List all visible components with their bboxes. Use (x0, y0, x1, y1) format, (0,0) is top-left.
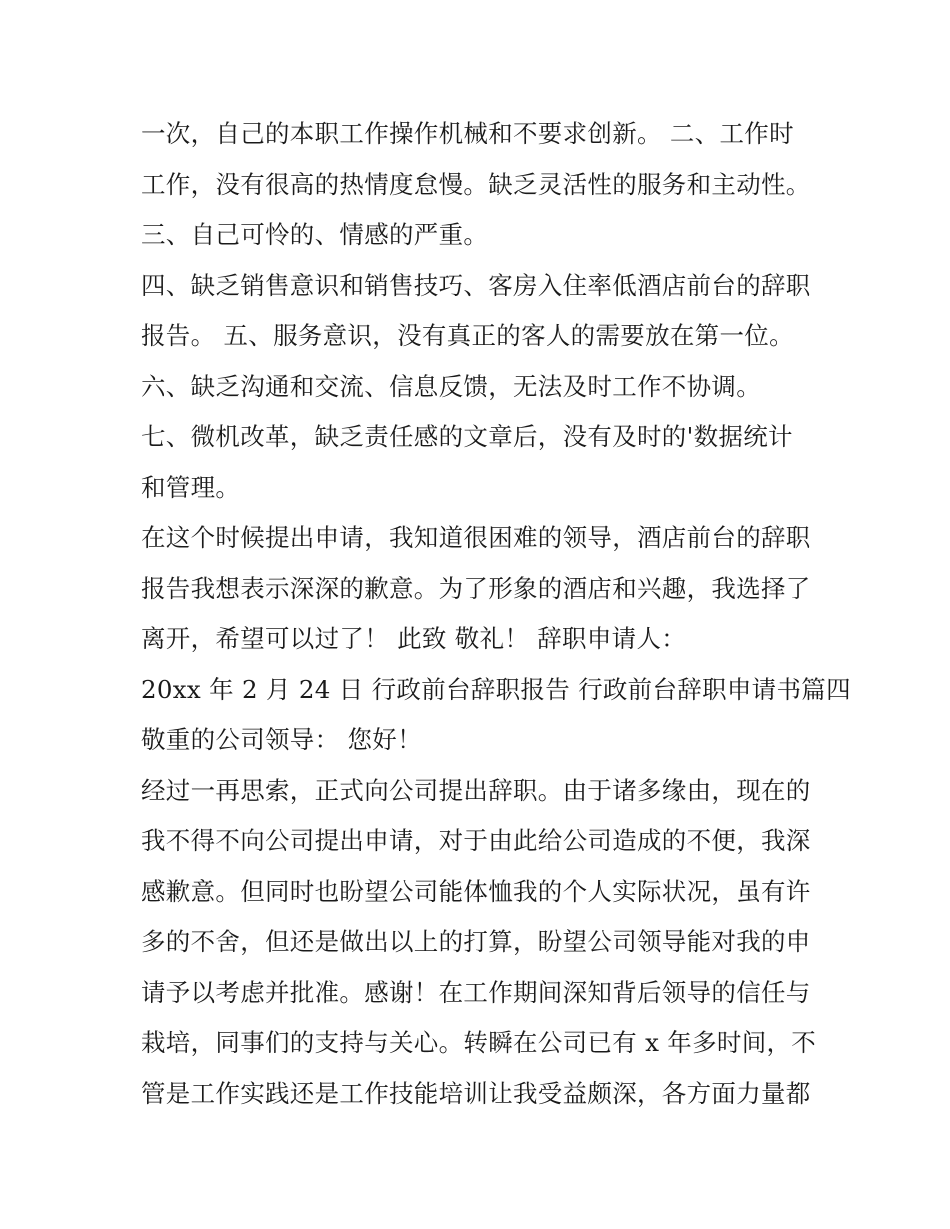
text-line: 经过一再思索，正式向公司提出辞职。由于诸多缘由，现在的 (141, 775, 811, 805)
text-line: 报告我想表示深深的歉意。为了形象的酒店和兴趣，我选择了 (141, 573, 811, 603)
text-line: 一次，自己的本职工作操作机械和不要求创新。 二、工作时 (141, 119, 794, 148)
text-line: 和管理。 (141, 472, 241, 502)
text-line: 请予以考虑并批准。感谢！在工作期间深知背后领导的信任与 (141, 977, 811, 1007)
document-body (141, 109, 851, 1119)
text-line: 报告。 五、服务意识，没有真正的客人的需要放在第一位。 (141, 321, 794, 350)
text-line: 多的不舍，但还是做出以上的打算，盼望公司领导能对我的申 (141, 927, 811, 956)
text-line: 在这个时候提出申请，我知道很困难的领导，酒店前台的辞职 (141, 523, 811, 552)
text-line: 七、微机改革，缺乏责任感的文章后，没有及时的'数据统计 (141, 422, 793, 451)
text-line: 三、自己可怜的、情感的严重。 (141, 220, 489, 249)
text-line: 四、缺乏销售意识和销售技巧、客房入住率低酒店前台的辞职 (141, 270, 811, 300)
text-line: 工作，没有很高的热情度怠慢。缺乏灵活性的服务和主动性。 (141, 169, 811, 199)
text-line: 管是工作实践还是工作技能培训让我受益颇深，各方面力量都 (141, 1078, 811, 1108)
text-line: 我不得不向公司提出申请，对于由此给公司造成的不便，我深 (141, 826, 811, 855)
text-line: 20xx 年 2 月 24 日 行政前台辞职报告 行政前台辞职申请书篇四 (141, 674, 851, 704)
text-line: 离开，希望可以过了！ 此致 敬礼！ 辞职申请人： (141, 624, 687, 653)
text-line: 敬重的公司领导： 您好！ (141, 725, 422, 754)
text-line: 感歉意。但同时也盼望公司能体恤我的个人实际状况，虽有许 (141, 876, 811, 906)
text-line: 六、缺乏沟通和交流、信息反馈，无法及时工作不协调。 (141, 371, 761, 401)
text-line: 栽培，同事们的支持与关心。转瞬在公司已有 x 年多时间，不 (141, 1028, 817, 1057)
